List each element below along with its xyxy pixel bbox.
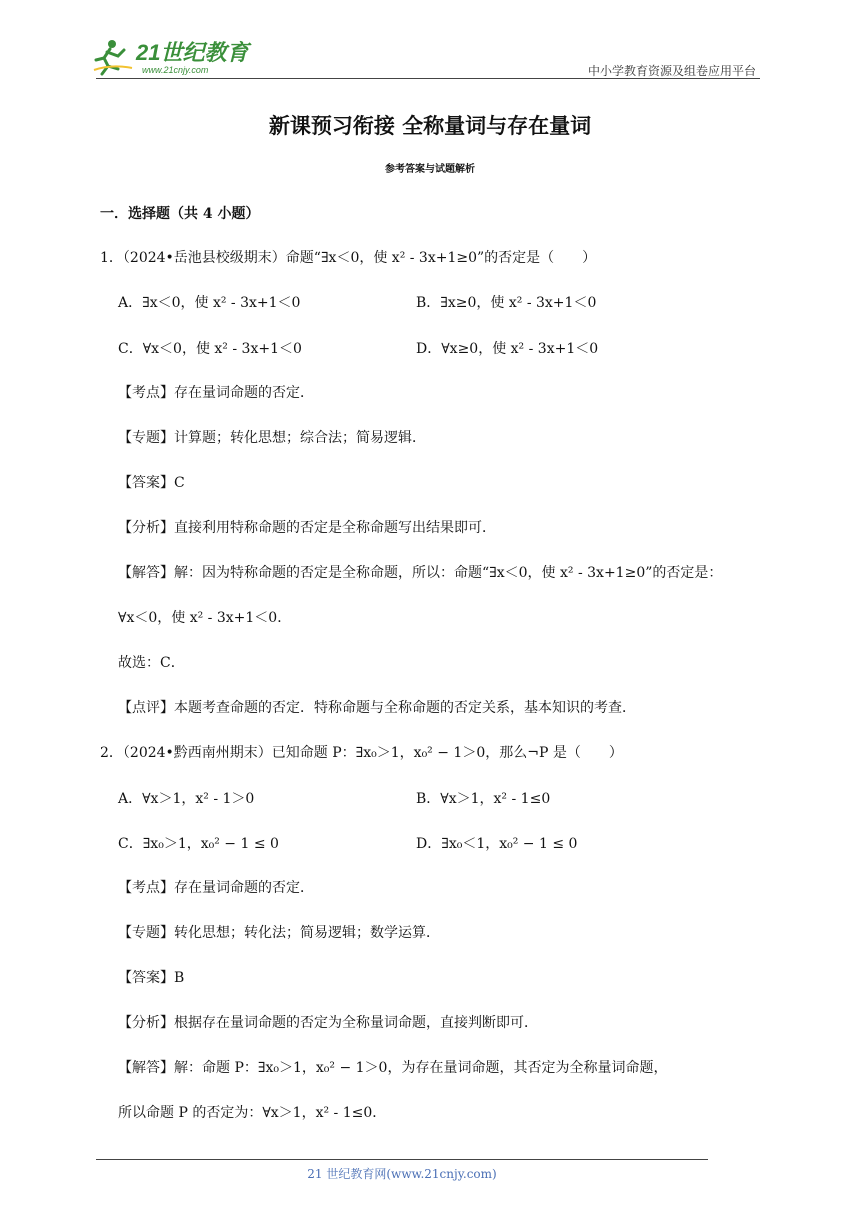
q1-comment: 【点评】本题考查命题的否定．特称命题与全称命题的否定关系，基本知识的考查． (118, 700, 636, 716)
site-logo (92, 36, 262, 78)
q1-option-a: A．∃x＜0，使 x² - 3x+1＜0 (118, 295, 301, 311)
q2-answer: 【答案】B (118, 970, 185, 986)
q2-option-d: D．∃x₀＜1，x₀² − 1 ≤ 0 (416, 836, 578, 852)
q1-zhuanti: 【专题】计算题；转化思想；综合法；简易逻辑． (118, 430, 426, 446)
page-title: 新课预习衔接 全称量词与存在量词 (268, 113, 592, 138)
logo-text: 21世纪教育 (136, 40, 249, 65)
q1-choice: 故选：C． (118, 655, 185, 671)
runner-logo-icon (92, 36, 262, 78)
q2-solution-line1: 【解答】解：命题 P：∃x₀＞1，x₀² − 1＞0，为存在量词命题，其否定为全称量词命题， (118, 1060, 668, 1076)
q2-stem: 2．（2024•黔西南州期末）已知命题 P：∃x₀＞1，x₀² − 1＞0，那么¬P 是（ ） (100, 745, 623, 761)
q1-solution-line2: ∀x＜0，使 x² - 3x+1＜0． (118, 610, 292, 626)
header-platform-text: 中小学教育资源及组卷应用平台 (587, 64, 756, 78)
footer-link[interactable]: 21 世纪教育网(www.21cnjy.com) (307, 1167, 497, 1181)
logo-url-text: www.21cnjy.com (142, 65, 209, 75)
q2-option-a: A．∀x＞1，x² - 1＞0 (118, 791, 255, 807)
q2-solution-line2: 所以命题 P 的否定为：∀x＞1，x² - 1≤0． (118, 1105, 387, 1121)
q1-solution-line1: 【解答】解：因为特称命题的否定是全称命题，所以：命题“∃x＜0，使 x² - 3x+1≥0”的否定是： (118, 565, 723, 581)
q2-kaodian: 【考点】存在量词命题的否定． (118, 880, 314, 896)
q2-option-b: B．∀x＞1，x² - 1≤0 (416, 791, 551, 807)
page-subtitle: 参考答案与试题解析 (385, 164, 475, 175)
section-heading: 一．选择题（共 4 小题） (100, 206, 260, 222)
q2-zhuanti: 【专题】转化思想；转化法；简易逻辑；数学运算． (118, 925, 440, 941)
q2-option-c: C．∃x₀＞1，x₀² − 1 ≤ 0 (118, 836, 279, 852)
header-divider (96, 78, 760, 79)
q1-option-c: C．∀x＜0，使 x² - 3x+1＜0 (118, 341, 302, 357)
footer-divider (96, 1159, 708, 1160)
q1-option-d: D．∀x≥0，使 x² - 3x+1＜0 (416, 341, 599, 357)
q1-answer: 【答案】C (118, 475, 185, 491)
q1-analysis: 【分析】直接利用特称命题的否定是全称命题写出结果即可． (118, 520, 496, 536)
q1-stem: 1．（2024•岳池县校级期末）命题“∃x＜0，使 x² - 3x+1≥0”的否定是（ ） (100, 250, 597, 266)
q1-option-b: B．∃x≥0，使 x² - 3x+1＜0 (416, 295, 597, 311)
q1-kaodian: 【考点】存在量词命题的否定． (118, 385, 314, 401)
q2-analysis: 【分析】根据存在量词命题的否定为全称量词命题，直接判断即可． (118, 1015, 538, 1031)
